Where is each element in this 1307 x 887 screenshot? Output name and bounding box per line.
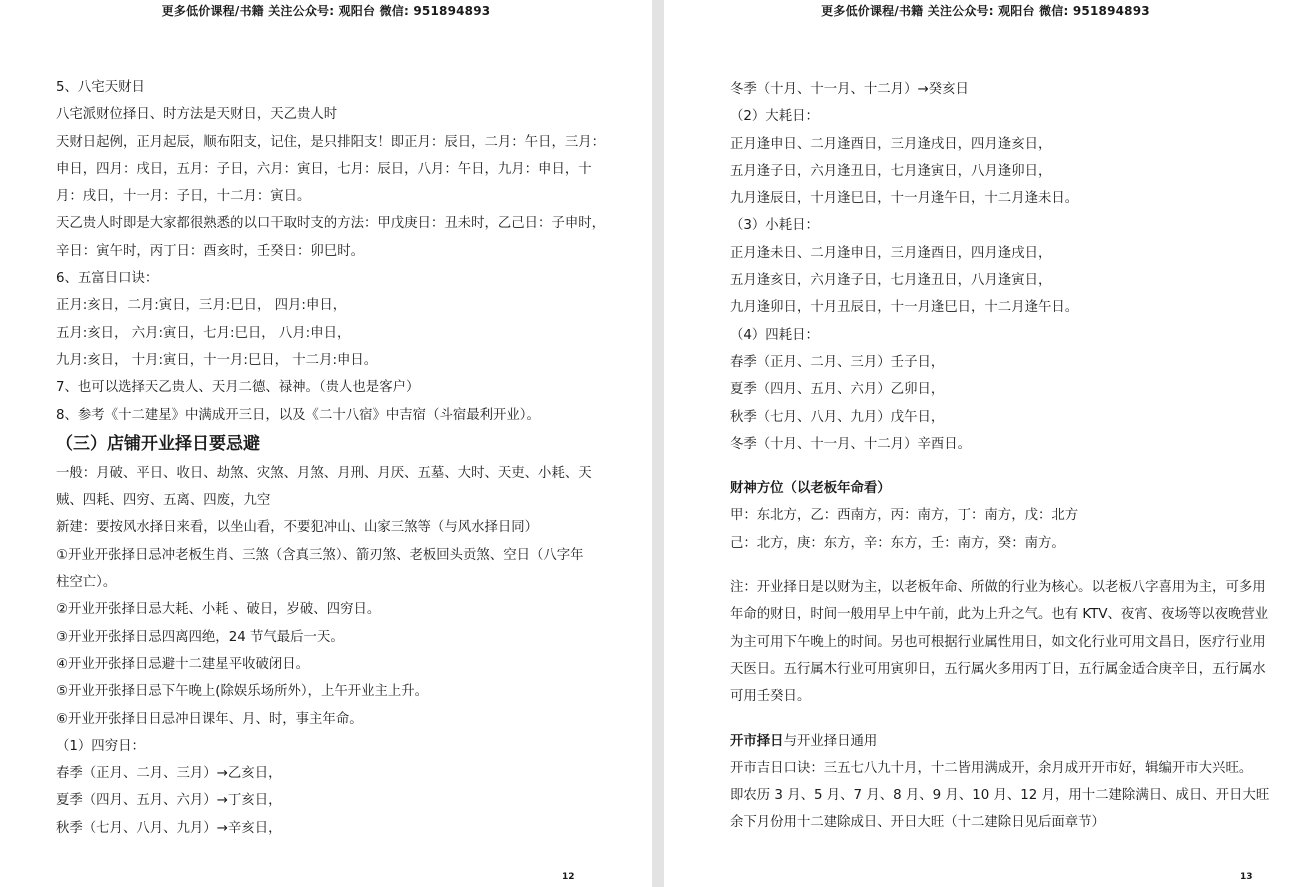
text-line: 夏季（四月、五月、六月）乙卯日， xyxy=(730,382,945,398)
text-line: 即农历 3 月、5 月、7 月、8 月、9 月、10 月、12 月，用十二建除满日、成日、开日大旺 xyxy=(730,788,1270,804)
text-line: 余下月份用十二建除成日、开日大旺（十二建除日见后面章节） xyxy=(730,815,1105,831)
text-line: ⑥开业开张择日日忌冲日课年、月、时，事主年命。 xyxy=(56,711,363,727)
text-line: 正月逢未日、二月逢申日，三月逢酉日，四月逢戌日， xyxy=(730,245,1052,261)
text-line: 可用壬癸日。 xyxy=(730,689,811,705)
spacer xyxy=(730,711,1270,728)
page-header: 更多低价课程/书籍 关注公众号: 观阳台 微信: 951894893 xyxy=(161,4,491,18)
kaishi-heading-bold: 开市择日 xyxy=(730,733,784,749)
text-line: 贼、四耗、四穷、五离、四废，九空 xyxy=(56,493,271,509)
text-line: ①开业开张择日忌冲老板生肖、三煞（含真三煞）、箭刃煞、老板回头贡煞、空日（八字年 xyxy=(56,547,584,563)
text-line: （2）大耗日： xyxy=(730,109,819,125)
page-body xyxy=(56,74,606,842)
text-line: 甲：东北方，乙：西南方，丙：南方，丁：南方，戊：北方 xyxy=(730,508,1079,524)
document-page-13 xyxy=(664,0,1307,887)
text-line: 5、八宅天财日 xyxy=(56,80,145,95)
text-line: 正月:亥日，二月:寅日，三月:巳日， 四月:申日， xyxy=(56,298,347,314)
spacer xyxy=(730,458,1270,475)
text-line: ③开业开张择日忌四离四绝，24 节气最后一天。 xyxy=(56,629,344,645)
text-line: 6、五富日口诀： xyxy=(56,271,159,287)
text-line: 秋季（七月、八月、九月）戊午日， xyxy=(730,409,945,425)
text-line: 天医日。五行属木行业可用寅卯日，五行属火多用丙丁日，五行属金适合庚辛日，五行属水 xyxy=(730,661,1266,677)
page-gutter xyxy=(652,0,664,887)
text-line: 九月:亥日， 十月:寅日，十一月:巳日， 十二月:申日。 xyxy=(56,352,378,368)
text-line: 月：戌日，十一月：子日，十二月：寅日。 xyxy=(56,189,311,205)
text-line: 7、也可以选择天乙贵人、天月二德、禄神。（贵人也是客户） xyxy=(56,380,420,396)
text-line: 己：北方，庚：东方，辛：东方，壬：南方，癸：南方。 xyxy=(730,535,1065,551)
text-line: 注：开业择日是以财为主，以老板年命、所做的行业为核心。以老板八字喜用为主，可多用 xyxy=(730,580,1266,596)
text-line: 冬季（十月、十一月、十二月）辛酉日。 xyxy=(730,436,972,452)
text-line: 天乙贵人时即是大家都很熟悉的以口干取时支的方法：甲戊庚日：丑未时，乙己日：子申时， xyxy=(56,216,606,232)
text-line: 正月逢申日、二月逢酉日，三月逢戌日，四月逢亥日， xyxy=(730,136,1052,152)
kaishi-heading xyxy=(730,728,1270,755)
text-line: 申日，四月：戌日，五月：子日，六月：寅日，七月：辰日，八月：午日，九月：申日，十 xyxy=(56,161,592,177)
text-line: （3）小耗日： xyxy=(730,218,819,234)
text-line: 五月逢子日，六月逢丑日，七月逢寅日，八月逢卯日， xyxy=(730,163,1052,179)
section-heading: （三）店铺开业择日要忌避 xyxy=(56,433,260,454)
text-line: 春季（正月、二月、三月）→乙亥日， xyxy=(56,766,282,782)
caishen-heading: 财神方位（以老板年命看） xyxy=(730,481,891,497)
text-line: 五月逢亥日，六月逢子日，七月逢丑日，八月逢寅日， xyxy=(730,273,1052,289)
text-line: 冬季（十月、十一月、十二月）→癸亥日 xyxy=(730,82,969,97)
spacer xyxy=(730,557,1270,574)
text-line: 一般：月破、平日、收日、劫煞、灾煞、月煞、月刑、月厌、五墓、大时、天吏、小耗、天 xyxy=(56,465,592,481)
kaishi-heading-rest: 与开业择日通用 xyxy=(783,733,878,749)
page-number: 12 xyxy=(562,872,575,882)
text-line: 秋季（七月、八月、九月）→辛亥日， xyxy=(56,820,282,836)
text-line: ②开业开张择日忌大耗、小耗 、破日，岁破、四穷日。 xyxy=(56,602,381,618)
text-line: 年命的财日，时间一般用早上中午前，此为上升之气。也有 KTV、夜宵、夜场等以夜晚营业 xyxy=(730,607,1269,623)
page-number: 13 xyxy=(1240,872,1253,882)
text-line: 新建：要按风水择日来看，以坐山看，不要犯冲山、山家三煞等（与风水择日同） xyxy=(56,520,539,536)
page-header: 更多低价课程/书籍 关注公众号: 观阳台 微信: 951894893 xyxy=(821,4,1150,18)
text-line: 8、参考《十二建星》中满成开三日，以及《二十八宿》中吉宿（斗宿最利开业）。 xyxy=(56,407,540,423)
text-line: 九月逢卯日，十月丑辰日，十一月逢巳日，十二月逢午日。 xyxy=(730,300,1079,316)
text-line: 柱空亡）。 xyxy=(56,575,117,591)
text-line: 夏季（四月、五月、六月）→丁亥日， xyxy=(56,793,282,809)
text-line: 九月逢辰日，十月逢巳日，十一月逢午日，十二月逢未日。 xyxy=(730,191,1079,207)
text-line: （1）四穷日： xyxy=(56,738,145,754)
page-body xyxy=(730,76,1270,837)
text-line: 五月:亥日， 六月:寅日，七月:巳日， 八月:申日， xyxy=(56,325,351,341)
text-line: 八宅派财位择日、时方法是天财日，天乙贵人时 xyxy=(56,107,338,123)
text-line: 开市吉日口诀：三五七八九十月，十二皆用满成开，余月成开开市好，辑编开市大兴旺。 xyxy=(730,760,1253,776)
text-line: ⑤开业开张择日忌下午晚上(除娱乐场所外），上午开业主上升。 xyxy=(56,684,429,700)
text-line: （4）四耗日： xyxy=(730,327,819,343)
text-line: 为主可用下午晚上的时间。另也可根据行业属性用日，如文化行业可用文昌日，医疗行业用 xyxy=(730,634,1266,650)
text-line: 春季（正月、二月、三月）壬子日， xyxy=(730,354,945,370)
text-line: 辛日：寅午时，丙丁日：酉亥时，壬癸日：卯巳时。 xyxy=(56,243,364,259)
text-line: ④开业开张择日忌避十二建星平收破闭日。 xyxy=(56,656,310,672)
text-line: 天财日起例，正月起辰，顺布阳支，记住，是只排阳支！即正月：辰日，二月：午日，三月： xyxy=(56,134,606,150)
document-page-12 xyxy=(0,0,652,887)
